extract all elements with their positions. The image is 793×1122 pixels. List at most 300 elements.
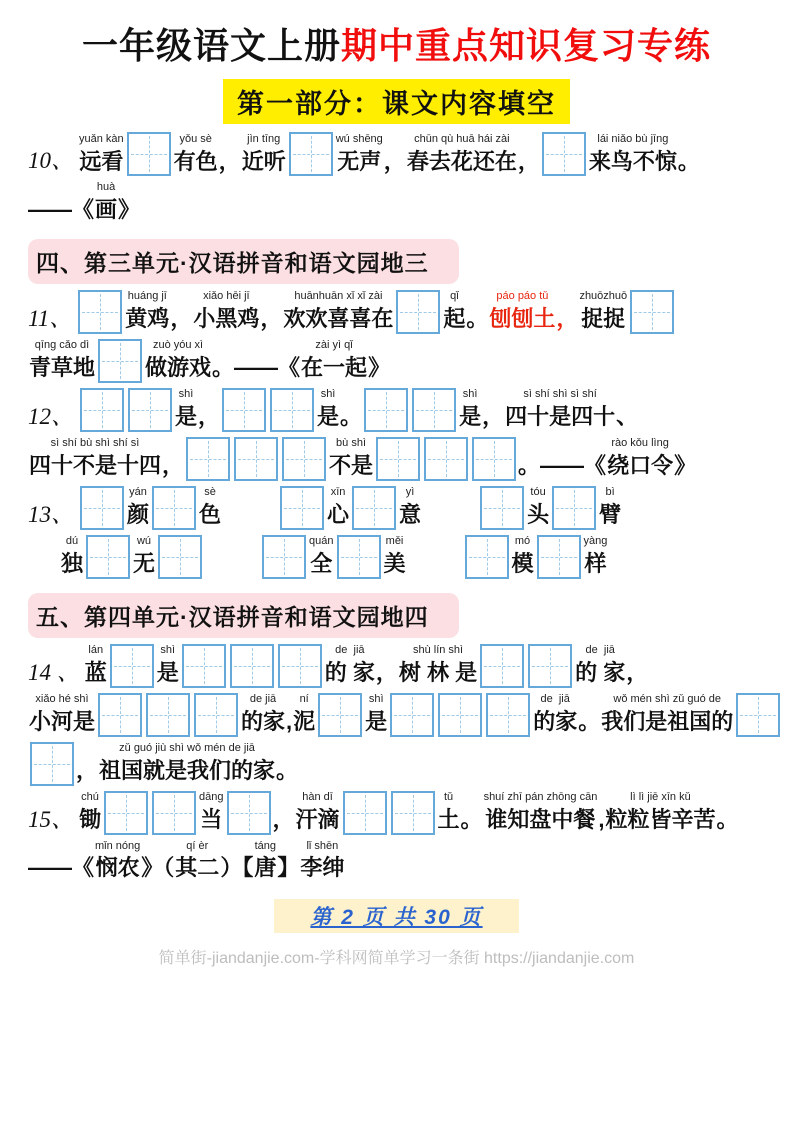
tianzige-box[interactable] [194, 693, 238, 737]
tianzige-box[interactable] [280, 486, 324, 530]
hanzi-text: 近听 [241, 148, 286, 174]
pinyin-label: dāng [199, 791, 224, 804]
hanzi-text: 是 [459, 403, 482, 429]
pinyin-annotated-text [79, 791, 101, 834]
tianzige-box[interactable] [352, 486, 396, 530]
pinyin-annotated-text [79, 133, 124, 176]
pinyin-label: tóu [530, 486, 546, 499]
box-guideline-v-icon [386, 392, 387, 428]
hanzi-text: 无 [133, 550, 156, 576]
tianzige-box[interactable] [412, 388, 456, 432]
hanzi-text: 颜 [127, 501, 150, 527]
tianzige-box[interactable] [158, 535, 202, 579]
plain-text: , [286, 708, 293, 734]
pinyin-annotated-text [29, 693, 95, 736]
box-guideline-v-icon [208, 441, 209, 477]
worksheet-line [28, 535, 765, 579]
hanzi-text: 树 林 是 [398, 659, 478, 685]
pinyin-annotated-text [193, 290, 259, 333]
tianzige-box[interactable] [270, 388, 314, 432]
pinyin-annotated-text [384, 535, 406, 578]
pinyin-annotated-text [575, 644, 625, 687]
plain-text: ， [626, 659, 649, 685]
pinyin-label: zài yì qǐ [315, 339, 353, 352]
hanzi-text: 不是 [329, 452, 374, 478]
pinyin-annotated-text [325, 644, 375, 687]
box-guideline-v-icon [132, 648, 133, 684]
pinyin-annotated-text [579, 290, 627, 333]
box-guideline-v-icon [574, 490, 575, 526]
plain-text: 》 [118, 196, 141, 222]
tianzige-box[interactable] [186, 437, 230, 481]
plain-text: ， [272, 806, 295, 832]
hanzi-text: 远看 [79, 148, 124, 174]
pinyin-label: shuí zhī pán zhōng cān [483, 791, 598, 804]
hanzi-text: 青草地 [29, 354, 96, 380]
hanzi-text: 心 [327, 501, 350, 527]
box-guideline-v-icon [150, 392, 151, 428]
pinyin-label: chūn qù huā hái zài [414, 132, 510, 145]
pinyin-label: yì [405, 486, 415, 499]
hanzi-text: 无声 [337, 148, 382, 174]
box-guideline-v-icon [300, 648, 301, 684]
hanzi-text: 全 [310, 550, 333, 576]
pinyin-annotated-text [95, 181, 117, 224]
pinyin-label: táng [254, 839, 277, 852]
tianzige-box[interactable] [227, 791, 271, 835]
pinyin-annotated-text [327, 486, 349, 529]
box-guideline-v-icon [758, 697, 759, 733]
title-exam-label: 期中重点知识复习专练 [341, 25, 712, 66]
tianzige-box[interactable] [128, 388, 172, 432]
pinyin-label: bù shì [336, 437, 367, 450]
pinyin-label: yǒu sè [179, 132, 212, 145]
box-guideline-v-icon [413, 795, 414, 831]
worksheet-line [28, 486, 765, 530]
box-guideline-v-icon [652, 294, 653, 330]
plain-text: ， [383, 148, 406, 174]
box-guideline-v-icon [168, 697, 169, 733]
pinyin-label: shì [320, 388, 336, 401]
pinyin-annotated-text [300, 840, 344, 883]
plain-text: ， [517, 148, 540, 174]
tianzige-box[interactable] [736, 693, 780, 737]
pinyin-annotated-text [241, 693, 285, 736]
tianzige-box[interactable] [472, 437, 516, 481]
item-number: 11、 [28, 305, 73, 331]
pinyin-label: páo páo tǔ [496, 290, 549, 303]
plain-text: ， [218, 148, 241, 174]
tianzige-box[interactable] [98, 693, 142, 737]
pinyin-annotated-text [99, 742, 275, 785]
tianzige-box[interactable] [110, 644, 154, 688]
pinyin-label: sì shí shì sì shí [523, 388, 597, 401]
plain-text: 。——《 [518, 452, 607, 478]
pinyin-label: tǔ [443, 791, 454, 804]
hanzi-text: 捉捉 [581, 305, 626, 331]
pinyin-label: mó [514, 535, 531, 548]
tianzige-box[interactable] [78, 290, 122, 334]
pinyin-annotated-text [133, 535, 155, 578]
pinyin-label: zǔ guó jiù shì wǒ mén de jiā [119, 742, 255, 755]
pinyin-label: zuò yóu xì [152, 339, 204, 352]
box-guideline-v-icon [412, 697, 413, 733]
pinyin-label: bì [605, 486, 615, 499]
watermark-text: 简单街-jiandanjie.com-学科网简单学习一条街 https://jiandanjie.com [158, 950, 635, 968]
plain-text: 。 [460, 806, 483, 832]
tianzige-box[interactable] [222, 388, 266, 432]
pinyin-label: de jiā [249, 693, 277, 706]
pinyin-label: sè [204, 486, 216, 499]
hanzi-text: 色 [199, 501, 222, 527]
tianzige-box[interactable] [391, 791, 435, 835]
pinyin-label: de jiā [540, 693, 570, 706]
hanzi-text: 模 [511, 550, 534, 576]
plain-text: ——《 [28, 855, 95, 881]
plain-text: ， [482, 403, 505, 429]
hanzi-text: 画 [95, 196, 118, 222]
worksheet-body [28, 132, 765, 883]
pinyin-annotated-text [95, 840, 140, 883]
pinyin-annotated-text [293, 693, 315, 736]
worksheet-line [28, 290, 765, 334]
part-header-label: 第一部分：课文内容填空 [223, 79, 570, 124]
pinyin-label: yuǎn kàn [79, 132, 124, 145]
pinyin-label: huáng jī [127, 290, 167, 303]
hanzi-text: 的 家 [575, 659, 626, 685]
hanzi-text: 是 [175, 403, 198, 429]
plain-text: 、 [616, 403, 639, 429]
hanzi-text: 小黑鸡 [193, 305, 260, 331]
pinyin-label: hàn dī [302, 791, 333, 804]
tianzige-box[interactable] [230, 644, 274, 688]
box-guideline-v-icon [487, 539, 488, 575]
hanzi-text: 蓝 [84, 659, 107, 685]
tianzige-box[interactable] [262, 535, 306, 579]
pinyin-label: wú shēng [335, 132, 383, 145]
section-header: 五、第四单元·汉语拼音和语文园地四 [28, 593, 459, 638]
tianzige-box[interactable] [364, 388, 408, 432]
box-guideline-v-icon [204, 648, 205, 684]
pinyin-label: yán [129, 486, 147, 499]
pinyin-annotated-text [127, 486, 149, 529]
plain-text: ）【 [220, 855, 254, 881]
tianzige-box[interactable] [127, 132, 171, 176]
box-guideline-v-icon [446, 441, 447, 477]
plain-text: 。 [677, 148, 700, 174]
section-header: 四、第三单元·汉语拼音和语文园地三 [28, 239, 459, 284]
tianzige-box[interactable] [396, 290, 440, 334]
pinyin-annotated-text [489, 290, 555, 333]
pinyin-annotated-text [199, 486, 221, 529]
pinyin-annotated-text [365, 693, 387, 736]
box-guideline-v-icon [120, 697, 121, 733]
pinyin-label: huà [96, 181, 116, 194]
box-guideline-v-icon [340, 697, 341, 733]
pinyin-annotated-text [61, 535, 83, 578]
worksheet-line [28, 791, 765, 835]
tianzige-box[interactable] [152, 486, 196, 530]
pinyin-annotated-text [505, 388, 615, 431]
pinyin-label: yàng [583, 535, 608, 548]
hanzi-text: 做游戏 [145, 354, 212, 380]
plain-text: ——《 [28, 196, 95, 222]
box-guideline-v-icon [502, 648, 503, 684]
plain-text: , [598, 806, 605, 832]
box-guideline-v-icon [149, 136, 150, 172]
box-guideline-v-icon [216, 697, 217, 733]
hanzi-text: 春去花还在 [406, 148, 517, 174]
box-guideline-v-icon [249, 795, 250, 831]
pinyin-annotated-text [29, 339, 95, 382]
pinyin-annotated-text [29, 437, 161, 480]
pinyin-annotated-text [443, 290, 465, 333]
hanzi-text: 的家 [241, 708, 286, 734]
box-guideline-v-icon [311, 136, 312, 172]
worksheet-line [28, 693, 765, 737]
pinyin-label: rào kǒu lìng [611, 437, 669, 450]
tianzige-box[interactable] [182, 644, 226, 688]
tianzige-box[interactable] [552, 486, 596, 530]
pinyin-annotated-text [589, 133, 677, 176]
box-guideline-v-icon [244, 392, 245, 428]
pinyin-label: dú [65, 535, 79, 548]
tianzige-box[interactable] [104, 791, 148, 835]
pinyin-label: wǒ mén shì zǔ guó de [613, 693, 722, 706]
box-guideline-v-icon [550, 648, 551, 684]
pinyin-label: lái niǎo bù jīng [597, 132, 669, 145]
hanzi-text: 四十不是十四 [29, 452, 162, 478]
pinyin-label: ní [299, 693, 309, 706]
pinyin-label: zhuōzhuō [579, 290, 628, 303]
plain-text: ， [198, 403, 221, 429]
hanzi-text: 泥 [293, 708, 316, 734]
tianzige-box[interactable] [337, 535, 381, 579]
hanzi-text: 土 [437, 806, 460, 832]
tianzige-box[interactable] [30, 742, 74, 786]
hanzi-text: 粒粒皆辛苦 [605, 806, 716, 832]
pinyin-label: shì [160, 644, 176, 657]
hanzi-text: 绕口令 [607, 452, 674, 478]
item-number: 10、 [28, 148, 74, 174]
tianzige-box[interactable] [390, 693, 434, 737]
tianzige-box[interactable] [343, 791, 387, 835]
pinyin-annotated-text [157, 644, 179, 687]
pinyin-annotated-text [438, 791, 460, 834]
item-number: 13、 [28, 501, 74, 527]
pinyin-annotated-text [512, 535, 534, 578]
box-guideline-v-icon [374, 490, 375, 526]
hanzi-text: 汗滴 [295, 806, 340, 832]
plain-text: ， [170, 305, 193, 331]
hanzi-text: 独 [61, 550, 84, 576]
hanzi-text: 李绅 [300, 855, 345, 881]
box-guideline-v-icon [126, 795, 127, 831]
tianzige-box[interactable] [542, 132, 586, 176]
box-guideline-v-icon [418, 294, 419, 330]
tianzige-box[interactable] [486, 693, 530, 737]
tianzige-box[interactable] [318, 693, 362, 737]
tianzige-box[interactable] [480, 486, 524, 530]
tianzige-box[interactable] [282, 437, 326, 481]
page-footer [28, 899, 765, 933]
pinyin-annotated-text [309, 535, 333, 578]
item-number: 14 、 [28, 659, 80, 685]
pinyin-label: qīng cǎo dì [34, 339, 90, 352]
pinyin-annotated-text [175, 840, 219, 883]
box-guideline-v-icon [108, 539, 109, 575]
worksheet-line [28, 339, 765, 383]
plain-text: 。 [716, 806, 739, 832]
plain-text: ， [556, 305, 579, 331]
box-guideline-v-icon [100, 294, 101, 330]
hanzi-text: 我们是祖国的 [601, 708, 734, 734]
pinyin-annotated-text [533, 693, 577, 736]
box-guideline-v-icon [102, 490, 103, 526]
pinyin-annotated-text [301, 339, 367, 382]
hanzi-text: 臂 [599, 501, 622, 527]
tianzige-box[interactable] [234, 437, 278, 481]
tianzige-box[interactable] [630, 290, 674, 334]
tianzige-box[interactable] [424, 437, 468, 481]
tianzige-box[interactable] [80, 388, 124, 432]
pinyin-annotated-text [242, 133, 286, 176]
pinyin-label: quán [309, 535, 334, 548]
plain-text: ， [260, 305, 283, 331]
hanzi-text: 意 [399, 501, 422, 527]
pinyin-annotated-text [283, 290, 393, 333]
pinyin-label: xiǎo hé shì [35, 693, 89, 706]
pinyin-label: de jiā [585, 644, 615, 657]
pinyin-annotated-text [329, 437, 373, 480]
hanzi-text: 的家 [533, 708, 578, 734]
box-guideline-v-icon [494, 441, 495, 477]
box-guideline-v-icon [508, 697, 509, 733]
plain-text: 》 [674, 452, 697, 478]
tianzige-box[interactable] [465, 535, 509, 579]
pinyin-label: shì [368, 693, 384, 706]
tianzige-box[interactable] [278, 644, 322, 688]
box-guideline-v-icon [304, 441, 305, 477]
pinyin-label: shù lín shì [412, 644, 464, 657]
hanzi-text: 是 [317, 403, 340, 429]
hanzi-text: 起 [443, 305, 466, 331]
hanzi-text: 有色 [173, 148, 218, 174]
item-number: 15、 [28, 806, 74, 832]
pinyin-label: jìn tīng [247, 132, 281, 145]
hanzi-text: 祖国就是我们的家 [99, 757, 276, 783]
hanzi-text: 是 [156, 659, 179, 685]
box-guideline-v-icon [559, 539, 560, 575]
box-guideline-v-icon [460, 697, 461, 733]
pinyin-label: chú [81, 791, 99, 804]
pinyin-annotated-text [601, 693, 733, 736]
tianzige-box[interactable] [289, 132, 333, 176]
tianzige-box[interactable] [146, 693, 190, 737]
page-title [28, 24, 765, 67]
box-guideline-v-icon [502, 490, 503, 526]
worksheet-line [28, 742, 765, 786]
hanzi-text: 谁知盘中餐 [485, 806, 596, 832]
plain-text: ， [76, 757, 99, 783]
pinyin-annotated-text [407, 133, 517, 176]
pinyin-label: xiǎo hēi jī [203, 290, 250, 303]
box-guideline-v-icon [174, 490, 175, 526]
pinyin-annotated-text [599, 486, 621, 529]
hanzi-text: 四十是四十 [505, 403, 616, 429]
title-grade-label: 一年级语文上册 [81, 25, 341, 66]
pinyin-label: lán [88, 644, 104, 657]
hanzi-text: 小河是 [29, 708, 96, 734]
box-guideline-v-icon [365, 795, 366, 831]
pinyin-annotated-text [174, 133, 218, 176]
box-guideline-v-icon [359, 539, 360, 575]
hanzi-text: 美 [383, 550, 406, 576]
pinyin-annotated-text [175, 388, 197, 431]
tianzige-box[interactable] [86, 535, 130, 579]
pinyin-label: wú [136, 535, 152, 548]
pinyin-annotated-text [296, 791, 340, 834]
pinyin-label: lì lì jiē xīn kǔ [630, 791, 691, 804]
pinyin-annotated-text [85, 644, 107, 687]
hanzi-text: 刨刨土 [489, 305, 556, 331]
box-guideline-v-icon [564, 136, 565, 172]
pinyin-label: qǐ [450, 290, 459, 303]
pinyin-annotated-text [399, 644, 477, 687]
hanzi-text: 锄 [79, 806, 102, 832]
hanzi-text: 欢欢喜喜在 [283, 305, 394, 331]
tianzige-box[interactable] [98, 339, 142, 383]
tianzige-box[interactable] [528, 644, 572, 688]
worksheet-line [28, 132, 765, 176]
hanzi-text: 的 家 [324, 659, 375, 685]
plain-text: 】 [277, 855, 300, 881]
pinyin-annotated-text [399, 486, 421, 529]
tianzige-box[interactable] [438, 693, 482, 737]
pinyin-label: lǐ shēn [306, 839, 339, 852]
tianzige-box[interactable] [152, 791, 196, 835]
plain-text: 。 [466, 305, 489, 331]
hanzi-text: 是 [365, 708, 388, 734]
box-guideline-v-icon [174, 795, 175, 831]
plain-text: 。 [340, 403, 363, 429]
pinyin-annotated-text [336, 133, 383, 176]
box-guideline-v-icon [252, 648, 253, 684]
pinyin-annotated-text [459, 388, 481, 431]
plain-text: 。——《 [212, 354, 301, 380]
tianzige-box[interactable] [376, 437, 420, 481]
box-guideline-v-icon [256, 441, 257, 477]
tianzige-box[interactable] [80, 486, 124, 530]
tianzige-box[interactable] [480, 644, 524, 688]
hanzi-text: 唐 [254, 855, 277, 881]
hanzi-text: 其二 [175, 855, 220, 881]
pinyin-annotated-text [145, 339, 211, 382]
tianzige-box[interactable] [537, 535, 581, 579]
pinyin-label: huānhuān xǐ xǐ zài [294, 290, 383, 303]
plain-text: 。 [276, 757, 299, 783]
box-guideline-v-icon [398, 441, 399, 477]
box-guideline-v-icon [292, 392, 293, 428]
pinyin-annotated-text [317, 388, 339, 431]
part-header [28, 79, 765, 124]
page-number: 第 2 页 共 30 页 [274, 899, 518, 933]
hanzi-text: 在一起 [301, 354, 368, 380]
pinyin-label: de jiā [335, 644, 365, 657]
pinyin-label: sì shí bù shì shí sì [50, 437, 140, 450]
worksheet-line [28, 388, 765, 432]
plain-text: 。 [578, 708, 601, 734]
